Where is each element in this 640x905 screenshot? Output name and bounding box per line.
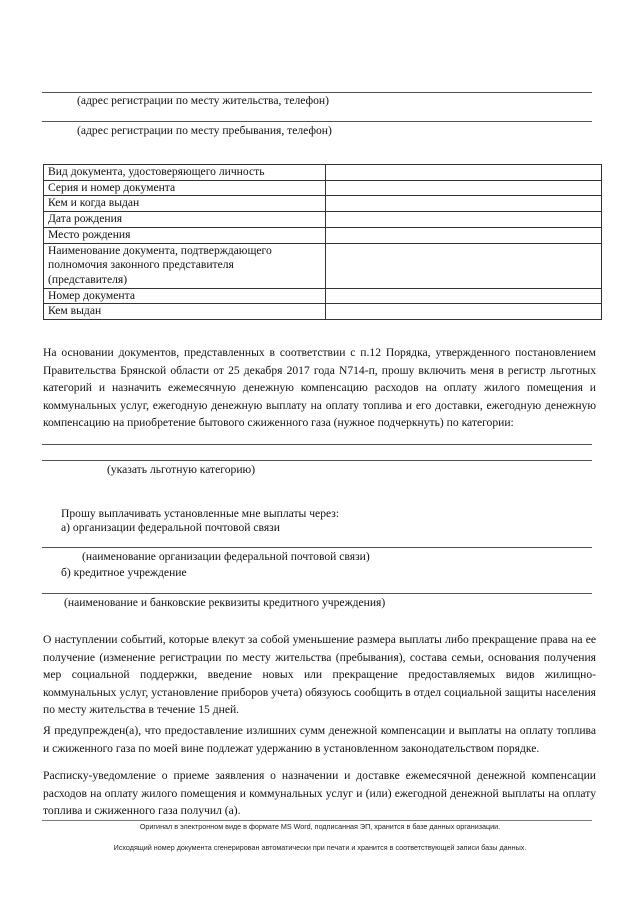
table-row bbox=[44, 212, 602, 228]
field-value[interactable] bbox=[326, 304, 602, 320]
table-row bbox=[44, 304, 602, 320]
receipt-paragraph: Расписку-уведомление о приеме заявления о назначении и доставке ежемесячной денежной компенсации расходов на оплату жилого помещения и коммунальных услуг и (или) ежегодной денежной выплаты на оплату топлива и сжиженного газа получил (а). bbox=[43, 769, 596, 818]
residence-address-caption: (адрес регистрации по месту жительства, телефон) bbox=[77, 94, 329, 107]
table-row bbox=[44, 288, 602, 304]
field-value[interactable] bbox=[326, 227, 602, 243]
payment-option-credit: б) кредитное учреждение bbox=[61, 566, 187, 579]
field-label-line: Кем выдан bbox=[48, 304, 102, 318]
field-label-line: полномочия законного представителя bbox=[48, 258, 234, 272]
payment-option-post: а) организации федеральной почтовой связи bbox=[61, 521, 280, 534]
table-row bbox=[44, 243, 602, 288]
field-label-line: Дата рождения bbox=[48, 212, 123, 226]
field-value[interactable] bbox=[326, 212, 602, 228]
table-row bbox=[44, 196, 602, 212]
field-label bbox=[44, 227, 326, 243]
field-label-line: Вид документа, удостоверяющего личность bbox=[48, 165, 265, 178]
field-label bbox=[44, 288, 326, 304]
field-label bbox=[44, 165, 326, 181]
warning-paragraph: Я предупрежден(а), что предоставление излишних сумм денежной компенсации и выплаты на оплату топлива и сжиженного газа по моей вине подлежат удержанию в установленном законодательством порядке. bbox=[43, 724, 596, 755]
table-row bbox=[44, 165, 602, 181]
field-label bbox=[44, 212, 326, 228]
field-label bbox=[44, 180, 326, 196]
field-value[interactable] bbox=[326, 165, 602, 181]
field-label bbox=[44, 243, 326, 288]
credit-org-line bbox=[42, 593, 592, 594]
field-value[interactable] bbox=[326, 288, 602, 304]
field-label-line: Кем и когда выдан bbox=[48, 196, 140, 210]
benefit-category-caption: (указать льготную категорию) bbox=[107, 463, 256, 476]
obligation-paragraph: О наступлении событий, которые влекут за собой уменьшение размера выплаты либо прекращение права на ее получение (изменение регистрации по месту жительства (пребывания), состава семьи, основания получения мер социальной поддержки, введение новых или прекращение предоставляемых видов жилищно-коммунальных услуг, установление приборов учета) обязуюсь сообщить в отдел социальной защиты населения по месту жительства в течение 15 дней. bbox=[43, 633, 596, 717]
field-label bbox=[44, 196, 326, 212]
field-value[interactable] bbox=[326, 180, 602, 196]
request-paragraph: На основании документов, представленных в соответствии с п.12 Порядка, утвержденного постановлением Правительства Брянской области от 25 декабря 2017 года N714-п, прошу включить меня в регистр льготных категорий и назначить ежемесячную денежную компенсацию расходов на оплату жилого помещения и коммунальных услуг, ежегодную денежную выплату на оплату топлива и его доставки, ежегодную денежную компенсацию на приобретение бытового сжиженного газа (нужное подчеркнуть) по категории: bbox=[43, 346, 596, 430]
footer-number-note: Исходящий номер документа сгенерирован автоматически при печати и хранится в соответствующей записи базы данных. bbox=[113, 843, 527, 852]
identity-document-table bbox=[43, 164, 602, 320]
stay-address-line bbox=[42, 121, 592, 122]
footer-original-note: Оригинал в электронном виде в формате MS Word, подписанная ЭП, хранится в базе данных организации. bbox=[139, 822, 501, 831]
footer-divider bbox=[42, 820, 592, 821]
benefit-category-line-2 bbox=[42, 460, 592, 461]
field-value[interactable] bbox=[326, 243, 602, 288]
credit-org-caption: (наименование и банковские реквизиты кредитного учреждения) bbox=[64, 596, 386, 609]
residence-address-line bbox=[42, 92, 592, 93]
field-label-line: Серия и номер документа bbox=[48, 180, 176, 194]
payment-intro: Прошу выплачивать установленные мне выплаты через: bbox=[61, 507, 340, 520]
field-label-line: Наименование документа, подтверждающего bbox=[48, 243, 272, 257]
post-org-caption: (наименование организации федеральной почтовой связи) bbox=[82, 550, 370, 563]
field-label-line: (представителя) bbox=[48, 272, 128, 286]
field-label bbox=[44, 304, 326, 320]
field-label-line: Номер документа bbox=[48, 288, 135, 302]
post-org-line bbox=[42, 547, 592, 548]
benefit-category-line-1 bbox=[42, 444, 592, 445]
field-value[interactable] bbox=[326, 196, 602, 212]
stay-address-caption: (адрес регистрации по месту пребывания, телефон) bbox=[77, 124, 332, 137]
field-label-line: Место рождения bbox=[48, 227, 131, 241]
table-row bbox=[44, 180, 602, 196]
table-row bbox=[44, 227, 602, 243]
